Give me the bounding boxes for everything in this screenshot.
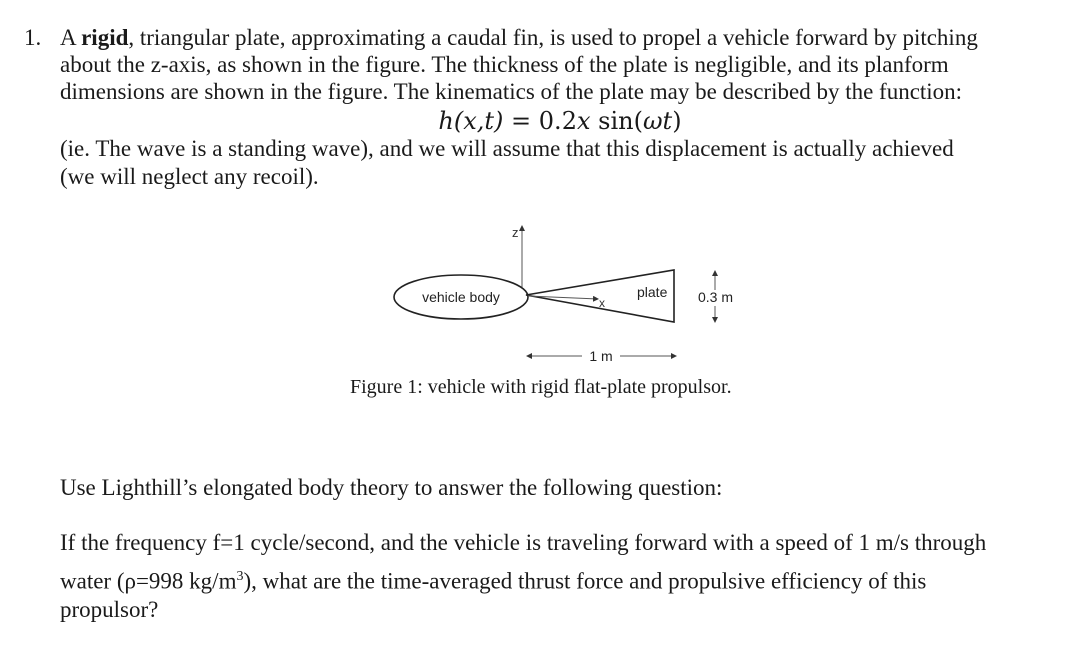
- problem-line-3: dimensions are shown in the figure. The kinematics of the plate may be described by the function:: [60, 79, 963, 104]
- equation-function: sin(: [590, 107, 643, 135]
- equation-argument: ωt: [642, 107, 673, 135]
- equation-lhs: h(x,t): [438, 107, 504, 135]
- problem-line-2: about the z-axis, as shown in the figure. The thickness of the plate is negligible, and its planform: [60, 52, 949, 77]
- question-line-1: If the frequency f=1 cycle/second, and the vehicle is traveling forward with a speed of 1 m/s through: [60, 530, 987, 555]
- equation-variable: x: [576, 107, 591, 135]
- question-line-2: [60, 563, 926, 596]
- z-axis-label: z: [512, 225, 519, 240]
- x-axis-label: x: [599, 296, 605, 310]
- question-line-2-end: ), what are the time-averaged thrust force and propulsive efficiency of this: [243, 568, 927, 594]
- question-intro: Use Lighthill’s elongated body theory to answer the following question:: [60, 475, 723, 500]
- cubic-superscript: 3: [236, 569, 244, 584]
- figure-caption: Figure 1: vehicle with rigid flat-plate propulsor.: [350, 376, 732, 398]
- vehicle-body-label: vehicle body: [422, 289, 500, 305]
- problem-line-5: (we will neglect any recoil).: [60, 164, 319, 189]
- length-label: 1 m: [589, 348, 613, 364]
- problem-line-1-start: A: [60, 25, 82, 50]
- question-line-3: propulsor?: [60, 597, 159, 622]
- question-line-2-start: water (ρ=998 kg/m: [60, 568, 237, 594]
- problem-line-4: (ie. The wave is a standing wave), and we will assume that this displacement is actually achieved: [60, 136, 954, 161]
- emphasis-rigid: rigid: [81, 25, 129, 50]
- height-label: 0.3 m: [698, 289, 734, 305]
- equation-coefficient: = 0.2: [503, 107, 577, 135]
- problem-number: 1.: [24, 25, 42, 50]
- plate-label: plate: [637, 284, 668, 300]
- problem-line-1-end: , triangular plate, approximating a caudal fin, is used to propel a vehicle forward by pitching: [128, 25, 978, 50]
- equation-close: ): [672, 107, 682, 135]
